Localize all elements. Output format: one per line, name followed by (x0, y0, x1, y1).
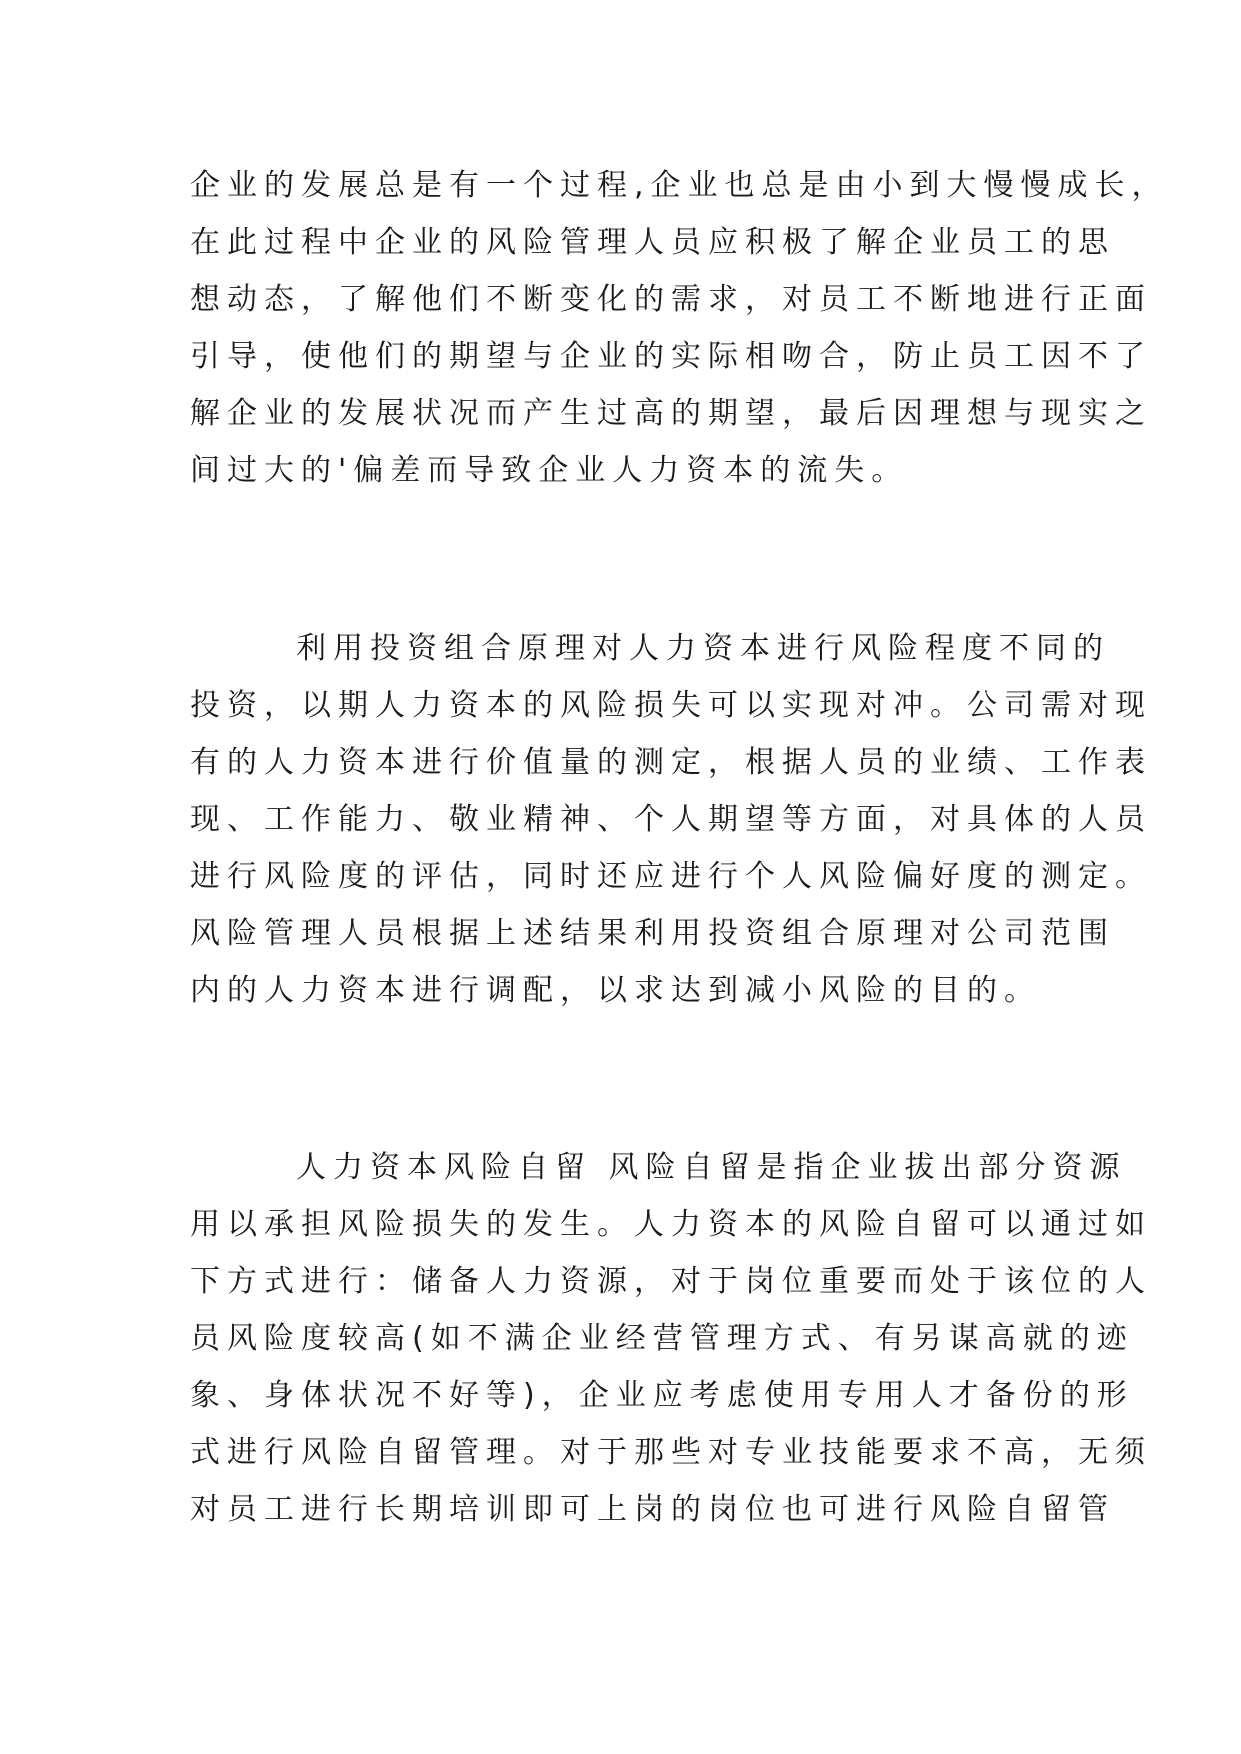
paragraph-line: 解企业的发展状况而产生过高的期望，最后因理想与现实之 (190, 396, 1152, 431)
paragraph-line: 风险管理人员根据上述结果利用投资组合原理对公司范围 (190, 916, 1115, 951)
paragraph-line: 投资，以期人力资本的风险损失可以实现对冲。公司需对现 (190, 688, 1152, 723)
paragraph-line: 象、身体状况不好等)，企业应考虑使用专用人才备份的形 (190, 1378, 1134, 1413)
paragraph-line: 用以承担风险损失的发生。人力资本的风险自留可以通过如 (190, 1207, 1152, 1242)
paragraph-risk-retention (190, 1139, 1152, 1538)
paragraph-line: 现、工作能力、敬业精神、个人期望等方面，对具体的人员 (190, 802, 1152, 837)
paragraph-line: 对员工进行长期培训即可上岗的岗位也可进行风险自留管 (190, 1492, 1115, 1527)
paragraph-portfolio-principle (190, 620, 1152, 1019)
paragraph-line: 间过大的'偏差而导致企业人力资本的流失。 (190, 453, 909, 488)
paragraph-talent-expectations (190, 157, 1169, 499)
paragraph-line: 引导，使他们的期望与企业的实际相吻合，防止员工因不了 (190, 339, 1152, 374)
paragraph-line: 利用投资组合原理对人力资本进行风险程度不同的 (296, 631, 1110, 666)
paragraph-line: 人力资本风险自留 风险自留是指企业拔出部分资源 (296, 1150, 1127, 1185)
paragraph-line: 在此过程中企业的风险管理人员应积极了解企业员工的思 (190, 225, 1115, 260)
paragraph-line: 有的人力资本进行价值量的测定，根据人员的业绩、工作表 (190, 745, 1152, 780)
paragraph-line: 进行风险度的评估，同时还应进行个人风险偏好度的测定。 (190, 859, 1152, 894)
paragraph-line: 式进行风险自留管理。对于那些对专业技能要求不高，无须 (190, 1435, 1152, 1470)
paragraph-line: 想动态，了解他们不断变化的需求，对员工不断地进行正面 (190, 282, 1152, 317)
paragraph-line: 内的人力资本进行调配，以求达到减小风险的目的。 (190, 973, 1041, 1008)
paragraph-line: 企业的发展总是有一个过程,企业也总是由小到大慢慢成长， (190, 168, 1169, 203)
paragraph-line: 员风险度较高(如不满企业经营管理方式、有另谋高就的迹 (190, 1321, 1134, 1356)
paragraph-line: 下方式进行：储备人力资源，对于岗位重要而处于该位的人 (190, 1264, 1152, 1299)
